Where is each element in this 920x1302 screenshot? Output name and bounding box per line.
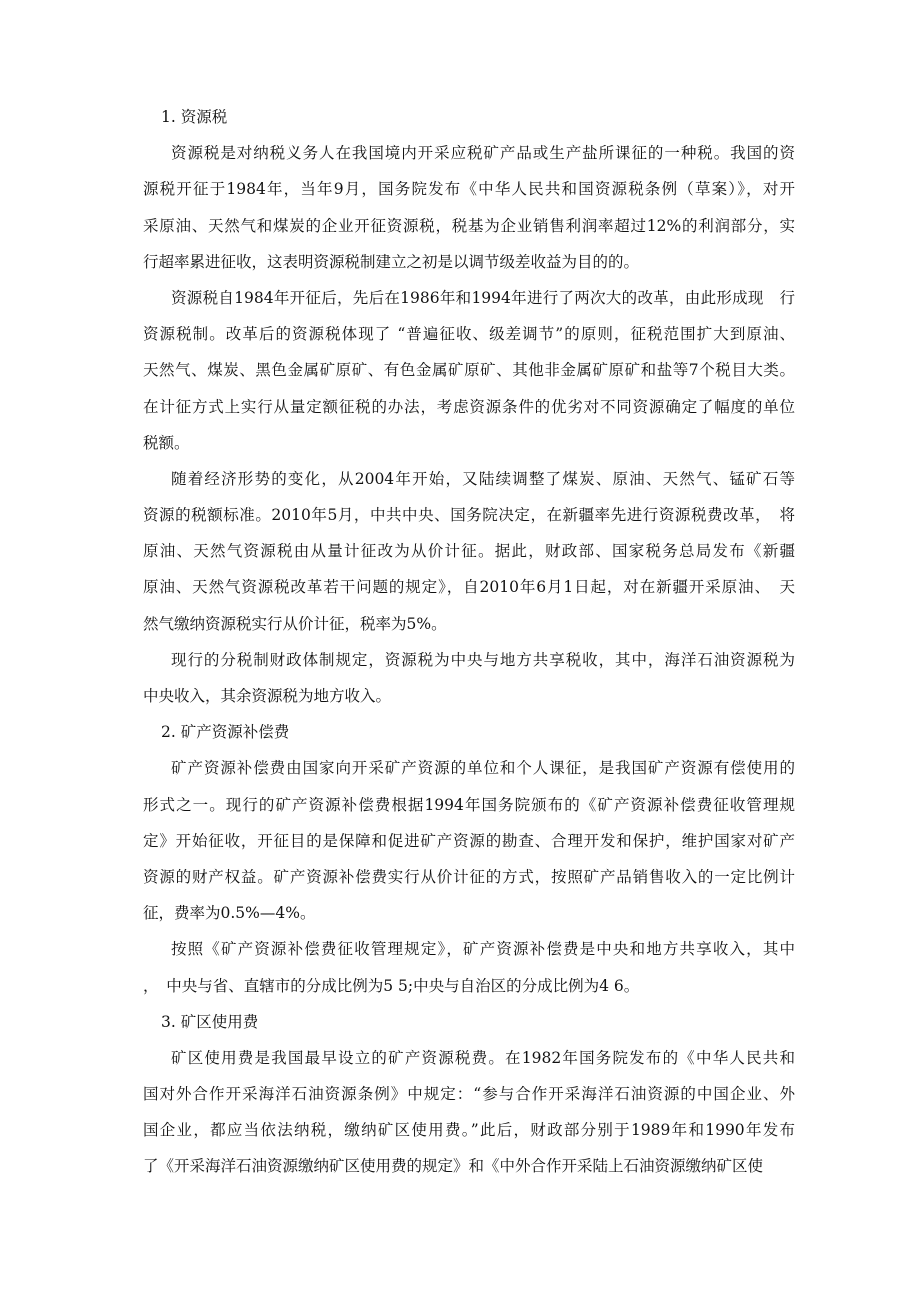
text-line: 国对外合作开采海洋石油资源条例》中规定：“参与合作开采海洋石油资源的中国企业、外	[143, 1085, 795, 1104]
paragraph	[143, 931, 795, 1003]
text-line: 原油、天然气资源税改革若干问题的规定》，自2010年6月1日起，对在新疆开采原油、 天	[143, 578, 795, 597]
text-line: 资源税是对纳税义务人在我国境内开采应税矿产品或生产盐所课征的一种税。我国的资	[171, 144, 795, 163]
heading-text: 3. 矿区使用费	[161, 1012, 259, 1031]
paragraph	[143, 461, 795, 642]
text-line: ， 中央与省、直辖市的分成比例为5 5;中央与自治区的分成比例为4 6。	[143, 976, 640, 995]
text-line: 矿产资源补偿费由国家向开采矿产资源的单位和个人课征，是我国矿产资源有偿使用的	[171, 759, 795, 778]
text-line: 资源的税额标准。2010年5月，中共中央、国务院决定，在新疆率先进行资源税费改革， 将	[143, 506, 795, 525]
section-heading	[143, 99, 795, 135]
text-line: 资源税自1984年开征后，先后在1986年和1994年进行了两次大的改革，由此形成现 行	[171, 288, 795, 307]
paragraph	[143, 642, 795, 714]
paragraph	[143, 750, 795, 931]
text-line: 现行的分税制财政体制规定，资源税为中央与地方共享税收，其中，海洋石油资源税为	[171, 650, 795, 669]
text-line: 行超率累进征收，这表明资源税制建立之初是以调节级差收益为目的的。	[143, 252, 640, 271]
paragraph	[143, 1040, 795, 1185]
paragraph	[143, 135, 795, 280]
text-line: 税额。	[143, 433, 190, 452]
text-line: 源税开征于1984年，当年9月，国务院发布《中华人民共和国资源税条例（草案）》，对开	[143, 180, 795, 199]
document-body	[143, 99, 795, 1185]
section-heading	[143, 714, 795, 750]
heading-text: 1. 资源税	[161, 108, 228, 126]
section-heading	[143, 1004, 795, 1040]
text-line: 天然气、煤炭、黑色金属矿原矿、有色金属矿原矿、其他非金属矿原矿和盐等7个税目大类。	[143, 361, 795, 380]
text-line: 中央收入，其余资源税为地方收入。	[143, 687, 392, 705]
text-line: 随着经济形势的变化，从2004年开始，又陆续调整了煤炭、原油、天然气、锰矿石等	[171, 469, 795, 488]
text-line: 采原油、天然气和煤炭的企业开征资源税，税基为企业销售利润率超过12%的利润部分，实	[143, 216, 795, 235]
text-line: 资源税制。改革后的资源税体现了 “普遍征收、级差调节”的原则，征税范围扩大到原油、	[143, 325, 795, 344]
text-line: 了《开采海洋石油资源缴纳矿区使用费的规定》和《中外合作开采陆上石油资源缴纳矿区使	[143, 1157, 764, 1176]
text-line: 原油、天然气资源税由从量计征改为从价计征。据此，财政部、国家税务总局发布《新疆	[143, 542, 795, 561]
text-line: 资源的财产权益。矿产资源补偿费实行从价计征的方式，按照矿产品销售收入的一定比例计	[143, 867, 795, 886]
text-line: 征，费率为0.5%—4%。	[143, 904, 316, 923]
text-line: 按照《矿产资源补偿费征收管理规定》，矿产资源补偿费是中央和地方共享收入，其中	[171, 940, 795, 959]
text-line: 矿区使用费是我国最早设立的矿产资源税费。在1982年国务院发布的《中华人民共和	[171, 1048, 795, 1067]
text-line: 然气缴纳资源税实行从价计征，税率为5%。	[143, 614, 447, 633]
text-line: 定》开始征收，开征目的是保障和促进矿产资源的勘查、合理开发和保护，维护国家对矿产	[143, 831, 795, 850]
text-line: 国企业，都应当依法纳税，缴纳矿区使用费。”此后，财政部分别于1989年和1990年发布	[143, 1121, 795, 1140]
paragraph	[143, 280, 795, 461]
heading-text: 2. 矿产资源补偿费	[161, 723, 290, 742]
text-line: 在计征方式上实行从量定额征税的办法，考虑资源条件的优劣对不同资源确定了幅度的单位	[143, 397, 795, 416]
text-line: 形式之一。现行的矿产资源补偿费根据1994年国务院颁布的《矿产资源补偿费征收管理规	[143, 795, 795, 814]
